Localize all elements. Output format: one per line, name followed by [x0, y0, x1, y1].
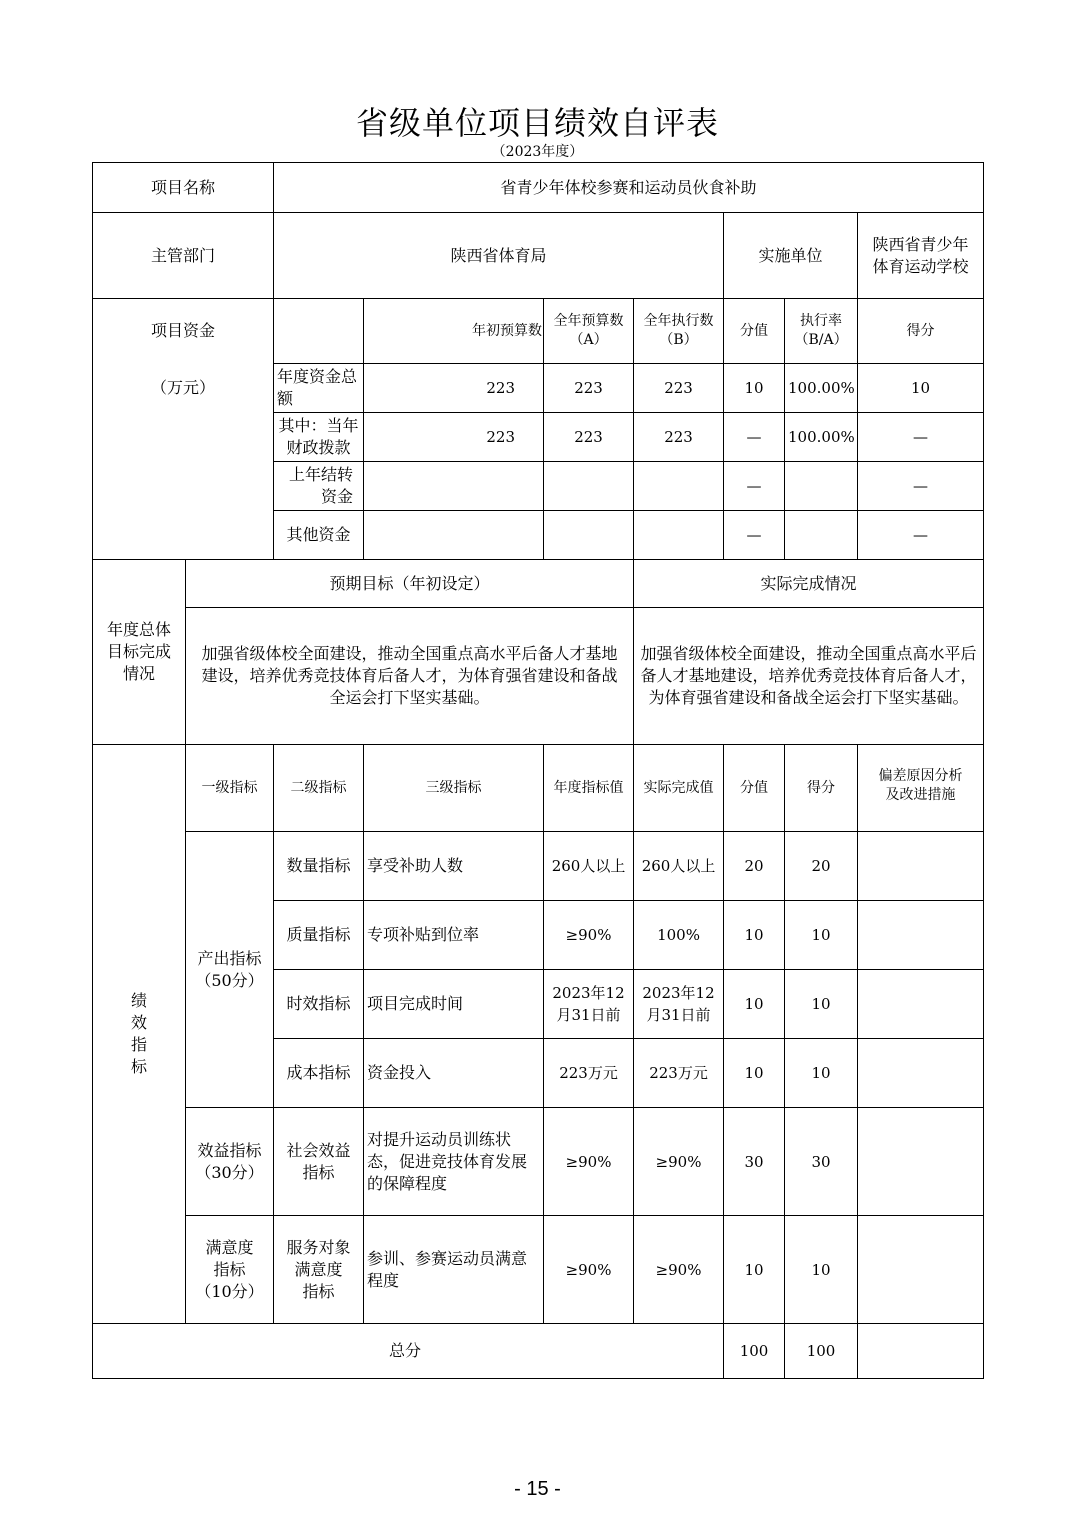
ind-header-score-value: 分值: [724, 745, 785, 832]
ind-level2: 服务对象 满意度 指标: [274, 1216, 364, 1324]
satisfaction-indicator-label: 满意度 指标 （10分）: [186, 1216, 274, 1324]
funds-cell: [634, 511, 724, 560]
ind-target: ≥90%: [544, 1108, 634, 1216]
funds-cell: —: [858, 462, 984, 511]
ind-level2: 时效指标: [274, 970, 364, 1039]
ind-actual: 260人以上: [634, 832, 724, 901]
project-name-value: 省青少年体校参赛和运动员伙食补助: [274, 163, 984, 213]
funds-cell: [544, 462, 634, 511]
ind-score-value: 10: [724, 970, 785, 1039]
ind-header-level2: 二级指标: [274, 745, 364, 832]
funds-header-score-value: 分值: [724, 299, 785, 364]
ind-deviation: [858, 1108, 984, 1216]
evaluation-table: [92, 162, 984, 1379]
funds-header-score: 得分: [858, 299, 984, 364]
funds-header-initial: 年初预算数: [364, 299, 544, 364]
ind-level3: 享受补助人数: [364, 832, 544, 901]
funds-unit: （万元）: [93, 364, 274, 413]
ind-score: 10: [785, 901, 858, 970]
ind-actual: 2023年12 月31日前: [634, 970, 724, 1039]
ind-target: 260人以上: [544, 832, 634, 901]
funds-cell: [364, 462, 544, 511]
funds-cell: —: [724, 511, 785, 560]
funds-cell: 223: [544, 364, 634, 413]
funds-label-blank: [93, 511, 274, 560]
goals-actual-text: 加强省级体校全面建设，推动全国重点高水平后备人才基地建设，培养优秀竞技体育后备人才，为体育强省建设和备战全运会打下坚实基础。: [634, 608, 984, 745]
ind-header-score: 得分: [785, 745, 858, 832]
funds-cell: [544, 511, 634, 560]
project-name-label: 项目名称: [93, 163, 274, 213]
ind-score: 10: [785, 970, 858, 1039]
funds-cell: [785, 511, 858, 560]
ind-level2: 成本指标: [274, 1039, 364, 1108]
funds-row-label: 其中：当年财政拨款: [274, 413, 364, 462]
ind-header-actual: 实际完成值: [634, 745, 724, 832]
total-score-value: 100: [724, 1324, 785, 1379]
funds-cell: 223: [544, 413, 634, 462]
funds-cell: —: [724, 413, 785, 462]
ind-deviation: [858, 901, 984, 970]
ind-deviation: [858, 970, 984, 1039]
ind-score-value: 20: [724, 832, 785, 901]
ind-level3: 资金投入: [364, 1039, 544, 1108]
ind-actual: 223万元: [634, 1039, 724, 1108]
ind-level2: 数量指标: [274, 832, 364, 901]
ind-target: 223万元: [544, 1039, 634, 1108]
funds-cell: —: [858, 511, 984, 560]
funds-cell: —: [858, 413, 984, 462]
ind-deviation: [858, 832, 984, 901]
ind-header-deviation: 偏差原因分析 及改进措施: [858, 745, 984, 832]
funds-cell: 223: [634, 364, 724, 413]
impl-label: 实施单位: [724, 213, 858, 299]
total-note: [858, 1324, 984, 1379]
goals-label: 年度总体 目标完成 情况: [93, 560, 186, 745]
ind-target: ≥90%: [544, 901, 634, 970]
funds-row-label: 上年结转资金: [274, 462, 364, 511]
total-label: 总分: [93, 1324, 724, 1379]
page-number: - 15 -: [514, 1478, 561, 1500]
indicators-label: 绩 效 指 标: [93, 745, 186, 1324]
ind-level3: 项目完成时间: [364, 970, 544, 1039]
funds-cell: 100.00%: [785, 413, 858, 462]
ind-score: 10: [785, 1216, 858, 1324]
ind-level3: 对提升运动员训练状态，促进竞技体育发展的保障程度: [364, 1108, 544, 1216]
ind-score: 20: [785, 832, 858, 901]
funds-cell: —: [724, 462, 785, 511]
funds-cell: 223: [364, 364, 544, 413]
year-subtitle: （2023年度）: [491, 144, 584, 160]
funds-cell: 100.00%: [785, 364, 858, 413]
ind-level3: 专项补贴到位率: [364, 901, 544, 970]
ind-header-target: 年度指标值: [544, 745, 634, 832]
output-indicator-label: 产出指标 （50分）: [186, 832, 274, 1108]
ind-actual: 100%: [634, 901, 724, 970]
funds-cell: 223: [634, 413, 724, 462]
ind-deviation: [858, 1039, 984, 1108]
funds-label-blank: [93, 413, 274, 462]
ind-actual: ≥90%: [634, 1108, 724, 1216]
funds-row-label: 其他资金: [274, 511, 364, 560]
funds-header-blank: [274, 299, 364, 364]
total-score: 100: [785, 1324, 858, 1379]
funds-cell: 223: [364, 413, 544, 462]
benefit-indicator-label: 效益指标 （30分）: [186, 1108, 274, 1216]
funds-cell: [364, 511, 544, 560]
ind-target: 2023年12 月31日前: [544, 970, 634, 1039]
ind-target: ≥90%: [544, 1216, 634, 1324]
goals-actual-header: 实际完成情况: [634, 560, 984, 608]
page-title: 省级单位项目绩效自评表: [355, 104, 719, 142]
ind-score: 10: [785, 1039, 858, 1108]
goals-expected-header: 预期目标（年初设定）: [186, 560, 634, 608]
funds-cell: [785, 462, 858, 511]
funds-cell: [634, 462, 724, 511]
ind-level2: 质量指标: [274, 901, 364, 970]
funds-header-rate: 执行率（B/A）: [785, 299, 858, 364]
ind-score-value: 10: [724, 901, 785, 970]
ind-header-level3: 三级指标: [364, 745, 544, 832]
ind-deviation: [858, 1216, 984, 1324]
funds-header-annual: 全年预算数 （A）: [544, 299, 634, 364]
funds-cell: 10: [724, 364, 785, 413]
ind-score-value: 10: [724, 1216, 785, 1324]
ind-score-value: 30: [724, 1108, 785, 1216]
ind-score: 30: [785, 1108, 858, 1216]
ind-score-value: 10: [724, 1039, 785, 1108]
funds-cell: 10: [858, 364, 984, 413]
ind-header-level1: 一级指标: [186, 745, 274, 832]
impl-value: 陕西省青少年 体育运动学校: [858, 213, 984, 299]
funds-header-executed: 全年执行数 （B）: [634, 299, 724, 364]
ind-actual: ≥90%: [634, 1216, 724, 1324]
ind-level2: 社会效益 指标: [274, 1108, 364, 1216]
funds-row-label: 年度资金总额: [274, 364, 364, 413]
funds-label-blank: [93, 462, 274, 511]
dept-value: 陕西省体育局: [274, 213, 724, 299]
ind-level3: 参训、参赛运动员满意程度: [364, 1216, 544, 1324]
dept-label: 主管部门: [93, 213, 274, 299]
funds-label: 项目资金: [93, 299, 274, 364]
goals-expected-text: 加强省级体校全面建设，推动全国重点高水平后备人才基地建设，培养优秀竞技体育后备人才，为体育强省建设和备战全运会打下坚实基础。: [186, 608, 634, 745]
